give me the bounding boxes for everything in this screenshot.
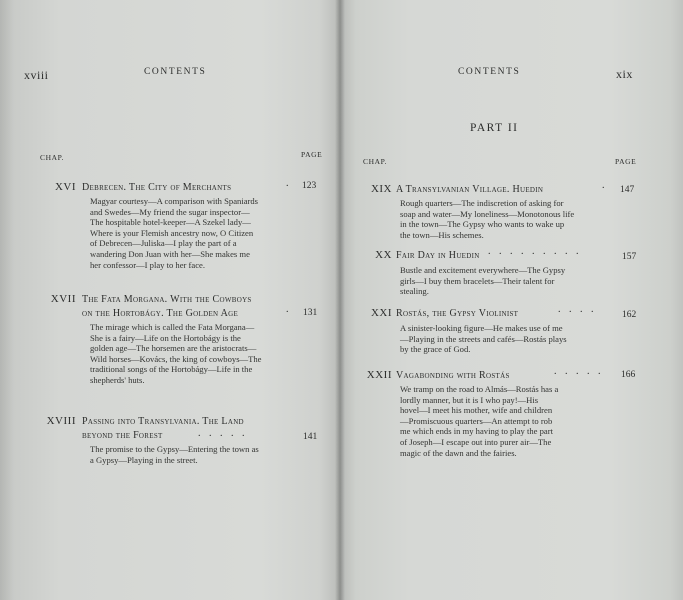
summary-line: traditional songs of the Hortobágy—Life in the [90, 364, 253, 375]
chapter-title: A Transylvanian Village. Huedin [396, 184, 544, 195]
left-chap-label: CHAP. [40, 153, 65, 162]
summary-line: shepherds' huts. [90, 374, 145, 385]
summary-line: The hospitable hotel-keeper—A Szekel lady— [90, 217, 251, 228]
right-running-head: CONTENTS [458, 67, 521, 77]
chapter-summary [400, 198, 574, 240]
chapter-page-number: 141 [303, 432, 318, 442]
summary-line: Magyar courtesy—A comparison with Spaniards [90, 196, 259, 206]
summary-line: The promise to the Gypsy—Entering the town as [90, 444, 259, 454]
summary-line: The mirage which is called the Fata Morgana— [90, 322, 255, 332]
summary-line: stealing. [400, 286, 429, 297]
left-folio: xviii [24, 68, 49, 82]
dot-leader: . . . . . . . . . [488, 246, 582, 257]
summary-line: lordly manner, but it is I who pay!—His [400, 394, 539, 405]
dot-leader: . . . . . [198, 428, 248, 439]
summary-line: She is a fairy—Life on the Hortobágy is the [90, 332, 241, 343]
summary-line: of Debrecen—Juliska—I play the part of a [90, 238, 237, 249]
summary-line: in the town—The Gypsy who wants to wake up [400, 219, 565, 230]
chapter-number: XVIII [46, 415, 76, 427]
chapter-summary [400, 384, 558, 458]
chapter-page-number: 131 [303, 308, 318, 318]
chapter-summary [90, 196, 258, 270]
chapter-page-number: 166 [621, 370, 636, 380]
summary-line: Bustle and excitement everywhere—The Gypsy [400, 265, 566, 275]
chapter-title: Fair Day in Huedin [396, 250, 480, 261]
chapter-title: Debrecen. The City of Merchants [82, 182, 232, 193]
summary-line: the town—His schemes. [400, 229, 484, 240]
left-page-label: PAGE [301, 150, 323, 159]
summary-line: of Joseph—I escape out into purer air—The [400, 436, 552, 447]
chapter-number: XVII [50, 293, 76, 305]
chapter-number: XX [375, 249, 392, 261]
chapter-title-continued: beyond the Forest [82, 430, 163, 441]
summary-line: hovel—I meet his mother, wife and children [400, 405, 553, 416]
summary-line: wandering Don Juan with her—She makes me [90, 248, 250, 259]
right-page-label: PAGE [615, 157, 637, 166]
part-heading: PART II [470, 122, 519, 134]
chapter-page-number: 162 [622, 310, 637, 320]
summary-line: Rough quarters—The indiscretion of asking for [400, 198, 564, 208]
summary-line: —Playing in the streets and cafés—Rostás plays [400, 333, 567, 344]
left-running-head: CONTENTS [144, 67, 207, 77]
chapter-page-number: 147 [620, 185, 635, 195]
chapter-page-number: 123 [302, 181, 317, 191]
left-page [0, 0, 340, 600]
chapter-page-number: 157 [622, 252, 637, 262]
chapter-title: The Fata Morgana. With the Cowboys [82, 294, 252, 305]
summary-line: golden age—The horsemen are the aristocrats— [90, 343, 257, 354]
summary-line: and Swedes—My friend the sugar inspector— [90, 206, 250, 217]
summary-line: me which ends in my having to play the part [400, 426, 553, 437]
dot-leader: . . . . [558, 304, 597, 315]
chapter-summary [90, 444, 259, 465]
book-gutter [335, 0, 345, 600]
summary-line: Where is your Flemish ancestry now, O Citizen [90, 227, 254, 238]
chapter-title: Passing into Transylvania. The Land [82, 416, 244, 427]
chapter-number: XIX [370, 183, 392, 195]
summary-line: magic of the dawn and the fairies. [400, 447, 517, 458]
chapter-title-continued: on the Hortobágy. The Golden Age [82, 308, 239, 319]
summary-line: —Promiscuous quarters—An attempt to rob [400, 415, 553, 426]
chapter-title: Rostás, the Gypsy Violinist [396, 308, 519, 319]
chapter-number: XXII [366, 369, 392, 381]
summary-line: A sinister-looking figure—He makes use of me [400, 323, 563, 333]
summary-line: We tramp on the road to Almás—Rostás has a [400, 384, 559, 394]
summary-line: girls—I buy them bracelets—Their talent for [400, 275, 555, 286]
summary-line: her confessor—I play to her face. [90, 259, 206, 270]
dot-leader: . [286, 178, 292, 189]
summary-line: a Gypsy—Playing in the street. [90, 454, 198, 465]
summary-line: by the grace of God. [400, 344, 471, 355]
summary-line: soap and water—My loneliness—Monotonous life [400, 208, 575, 219]
dot-leader: . [602, 180, 608, 191]
right-folio: xix [616, 67, 633, 81]
summary-line: Wild horses—Kovács, the king of cowboys—The [90, 353, 262, 364]
chapter-summary [90, 322, 262, 386]
chapter-summary [400, 323, 567, 355]
right-page [340, 0, 683, 600]
dot-leader: . [286, 304, 292, 315]
dot-leader: . . . . . [554, 366, 604, 377]
right-chap-label: CHAP. [363, 157, 388, 166]
chapter-title: Vagabonding with Rostás [396, 370, 510, 381]
chapter-summary [400, 265, 565, 297]
chapter-number: XVI [54, 181, 76, 193]
chapter-number: XXI [370, 307, 392, 319]
